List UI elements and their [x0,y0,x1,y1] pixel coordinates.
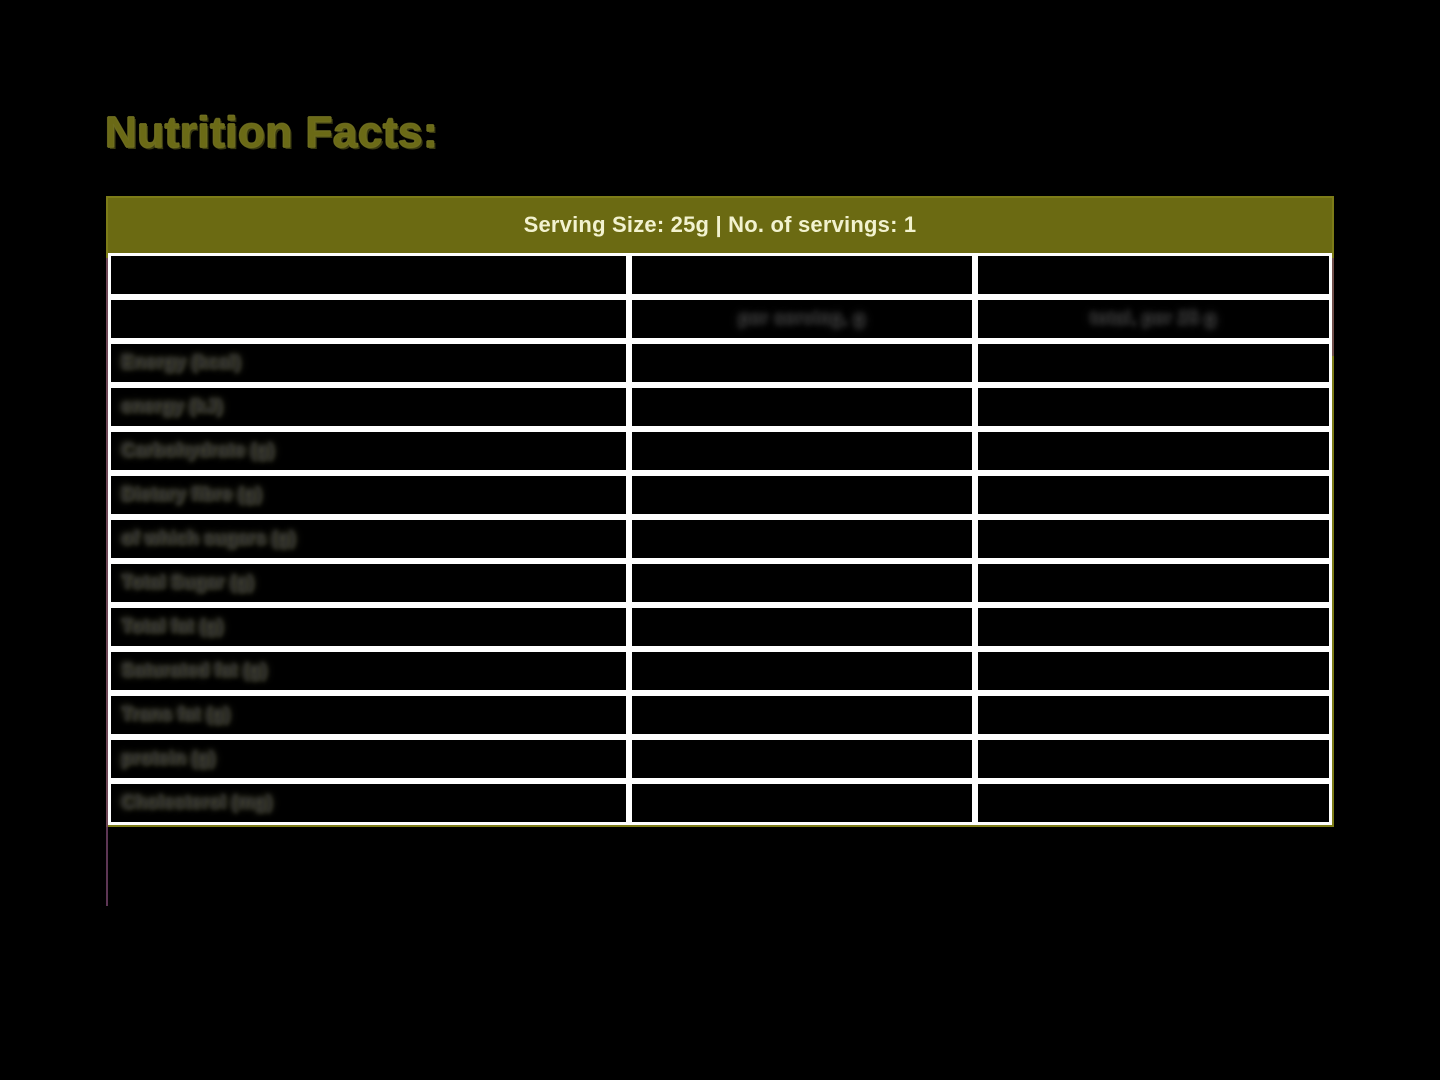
row-value-total [975,649,1332,693]
table-right-edge-seam [1332,258,1334,356]
spacer-cell-total [975,253,1332,297]
page-title: Nutrition Facts: [105,108,439,157]
nutrition-facts-table [106,196,1334,827]
row-label: Cholesterol (mg) [108,781,629,825]
nutrition-table [108,253,1332,825]
column-header-per-serving: per serving, g [629,297,974,341]
row-value-per-serving [629,605,974,649]
row-value-total [975,517,1332,561]
row-value-per-serving [629,517,974,561]
row-label: Saturated fat (g) [108,649,629,693]
table-left-edge-seam [106,258,108,906]
spacer-cell-label [108,253,629,297]
spacer-cell-per-serving [629,253,974,297]
row-value-total [975,561,1332,605]
serving-size-banner: Serving Size: 25g | No. of servings: 1 [108,198,1332,253]
table-row [108,429,1332,473]
row-value-total [975,429,1332,473]
table-row [108,341,1332,385]
row-value-per-serving [629,429,974,473]
table-row [108,561,1332,605]
row-value-per-serving [629,561,974,605]
column-header-nutrient [108,297,629,341]
row-value-total [975,605,1332,649]
row-value-total [975,693,1332,737]
row-value-per-serving [629,649,974,693]
row-value-per-serving [629,693,974,737]
row-label: Total fat (g) [108,605,629,649]
table-row [108,517,1332,561]
row-label: Total Sugar (g) [108,561,629,605]
table-row [108,385,1332,429]
row-label: Dietary fibre (g) [108,473,629,517]
row-label: Carbohydrate (g) [108,429,629,473]
row-value-total [975,473,1332,517]
row-value-total [975,781,1332,825]
row-value-total [975,737,1332,781]
table-row [108,693,1332,737]
row-label: protein (g) [108,737,629,781]
row-label: energy (kJ) [108,385,629,429]
row-value-per-serving [629,341,974,385]
row-label: of which sugars (g) [108,517,629,561]
table-row [108,737,1332,781]
table-row [108,473,1332,517]
row-value-per-serving [629,385,974,429]
row-value-per-serving [629,737,974,781]
table-row-spacer [108,253,1332,297]
table-row [108,781,1332,825]
table-row [108,649,1332,693]
row-value-total [975,385,1332,429]
row-value-per-serving [629,781,974,825]
column-header-total: total, per 25 g [975,297,1332,341]
row-label: Energy (kcal) [108,341,629,385]
row-value-per-serving [629,473,974,517]
row-value-total [975,341,1332,385]
table-header-row [108,297,1332,341]
table-row [108,605,1332,649]
row-label: Trans fat (g) [108,693,629,737]
